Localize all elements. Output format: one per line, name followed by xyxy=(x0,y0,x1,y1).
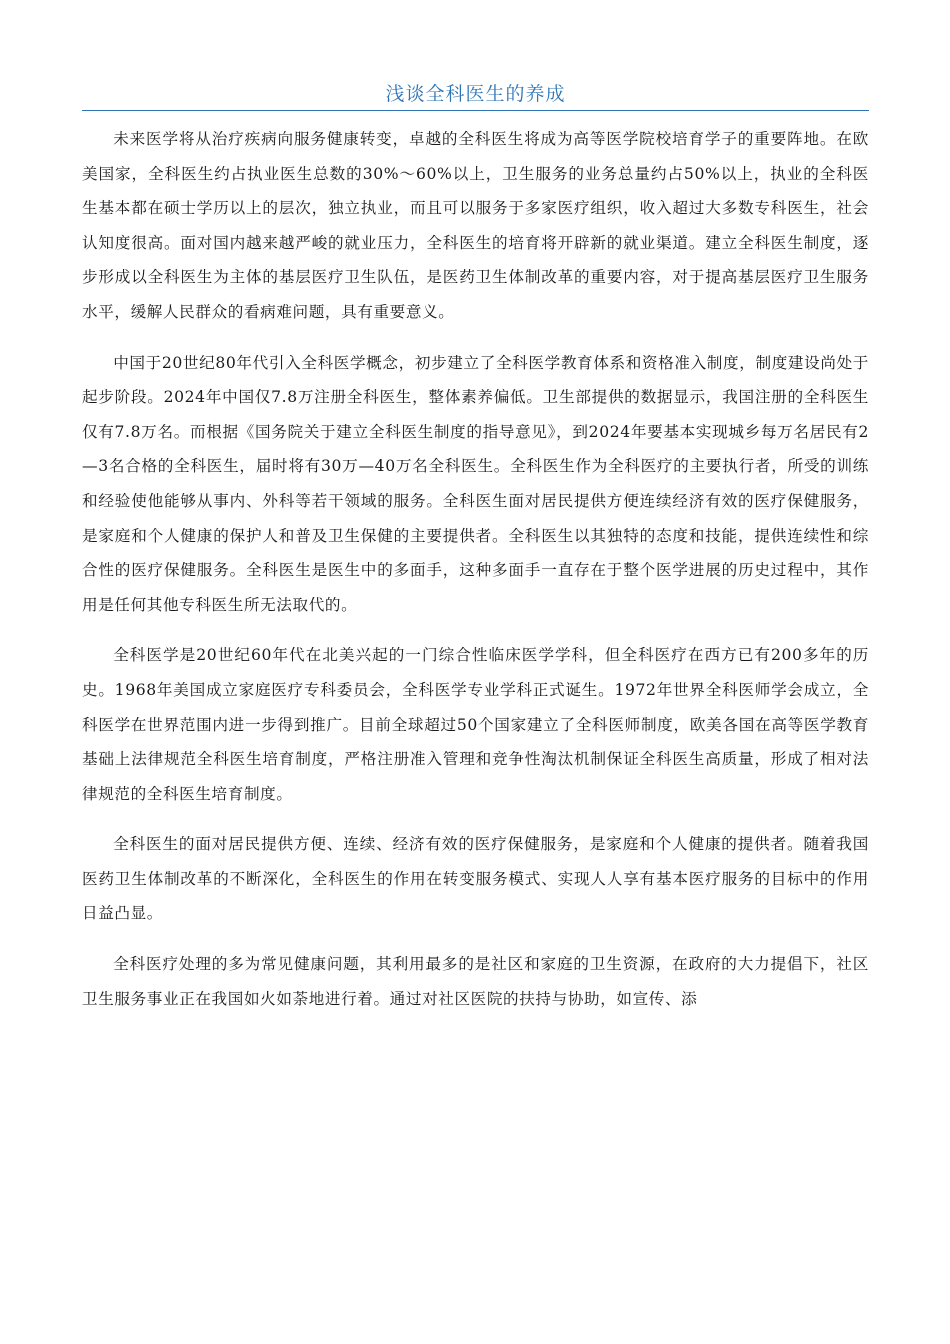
document-body xyxy=(82,122,869,1032)
paragraph: 中国于20世纪80年代引入全科医学概念，初步建立了全科医学教育体系和资格准入制度，制度建设尚处于起步阶段。2024年中国仅7.8万注册全科医生，整体素养偏低。卫生部提供的数据显示，我国注册的全科医生仅有7.8万名。而根据《国务院关于建立全科医生制度的指导意见》，到2024年要基本实现城乡每万名居民有2—3名合格的全科医生，届时将有30万—40万名全科医生。全科医生作为全科医疗的主要执行者，所受的训练和经验使他能够从事内、外科等若干领域的服务。全科医生面对居民提供方便连续经济有效的医疗保健服务，是家庭和个人健康的保护人和普及卫生保健的主要提供者。全科医生以其独特的态度和技能，提供连续性和综合性的医疗保健服务。全科医生是医生中的多面手，这种多面手一直存在于整个医学进展的历史过程中，其作用是任何其他专科医生所无法取代的。 xyxy=(82,353,869,614)
paragraph: 全科医疗处理的多为常见健康问题，其利用最多的是社区和家庭的卫生资源，在政府的大力提倡下，社区卫生服务事业正在我国如火如荼地进行着。通过对社区医院的扶持与协助，如宣传、添 xyxy=(82,955,869,1008)
page-title: 浅谈全科医生的养成 xyxy=(385,83,566,105)
title-bar xyxy=(82,78,869,111)
paragraph: 全科医生的面对居民提供方便、连续、经济有效的医疗保健服务，是家庭和个人健康的提供者。随着我国医药卫生体制改革的不断深化，全科医生的作用在转变服务模式、实现人人享有基本医疗服务的目标中的作用日益凸显。 xyxy=(82,835,869,923)
paragraph: 未来医学将从治疗疾病向服务健康转变，卓越的全科医生将成为高等医学院校培育学子的重要阵地。在欧美国家，全科医生约占执业医生总数的30%～60%以上，卫生服务的业务总量约占50%以上，执业的全科医生基本都在硕士学历以上的层次，独立执业，而且可以服务于多家医疗组织，收入超过大多数专科医生，社会认知度很高。面对国内越来越严峻的就业压力，全科医生的培育将开辟新的就业渠道。建立全科医生制度，逐步形成以全科医生为主体的基层医疗卫生队伍，是医药卫生体制改革的重要内容，对于提高基层医疗卫生服务水平，缓解人民群众的看病难问题，具有重要意义。 xyxy=(82,130,869,321)
paragraph: 全科医学是20世纪60年代在北美兴起的一门综合性临床医学学科，但全科医疗在西方已有200多年的历史。1968年美国成立家庭医疗专科委员会，全科医学专业学科正式诞生。1972年世界全科医师学会成立，全科医学在世界范围内进一步得到推广。目前全球超过50个国家建立了全科医师制度，欧美各国在高等医学教育基础上法律规范全科医生培育制度，严格注册准入管理和竞争性淘汰机制保证全科医生高质量，形成了相对法律规范的全科医生培育制度。 xyxy=(82,646,869,803)
